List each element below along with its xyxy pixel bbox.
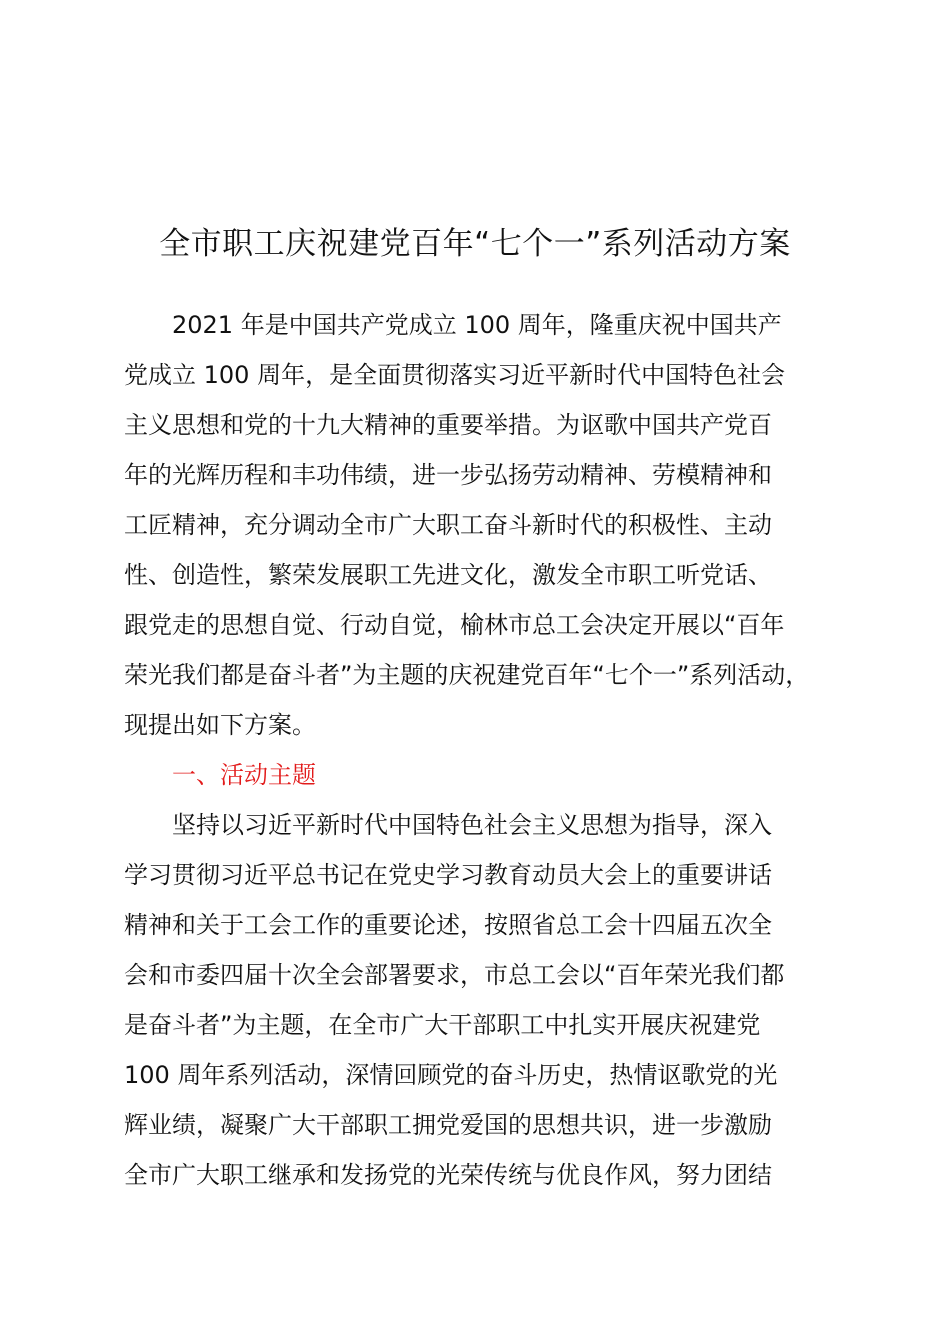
paragraph-1-line-4: 年的光辉历程和丰功伟绩，进一步弘扬劳动精神、劳模精神和 [124,461,772,489]
paragraph-1-line-7: 跟党走的思想自觉、行动自觉，榆林市总工会决定开展以“百年 [124,611,785,639]
paragraph-2-line-6: 100 周年系列活动，深情回顾党的奋斗历史，热情讴歌党的光 [124,1061,778,1089]
document-title: 全市职工庆祝建党百年“七个一”系列活动方案 [159,226,791,262]
paragraph-2-line-3: 精神和关于工会工作的重要论述，按照省总工会十四届五次全 [124,911,772,939]
paragraph-1-line-6: 性、创造性，繁荣发展职工先进文化，激发全市职工听党话、 [124,561,772,589]
paragraph-2-line-8: 全市广大职工继承和发扬党的光荣传统与优良作风，努力团结 [124,1161,772,1189]
paragraph-1-line-3: 主义思想和党的十九大精神的重要举措。为讴歌中国共产党百 [124,411,772,439]
paragraph-1-line-1: 2021 年是中国共产党成立 100 周年，隆重庆祝中国共产 [172,311,782,339]
paragraph-1-line-8: 荣光我们都是奋斗者”为主题的庆祝建党百年“七个一”系列活动， [124,661,810,689]
paragraph-2-line-4: 会和市委四届十次全会部署要求，市总工会以“百年荣光我们都 [124,961,785,989]
paragraph-2-line-1: 坚持以习近平新时代中国特色社会主义思想为指导，深入 [172,811,772,839]
paragraph-2-line-7: 辉业绩，凝聚广大干部职工拥党爱国的思想共识，进一步激励 [124,1111,772,1139]
paragraph-1-line-9: 现提出如下方案。 [124,711,316,739]
paragraph-1-line-2: 党成立 100 周年，是全面贯彻落实习近平新时代中国特色社会 [124,361,786,389]
paragraph-2-line-5: 是奋斗者”为主题，在全市广大干部职工中扎实开展庆祝建党 [124,1011,761,1039]
section-heading-theme: 一、活动主题 [172,761,316,789]
paragraph-1-line-5: 工匠精神，充分调动全市广大职工奋斗新时代的积极性、主动 [124,511,772,539]
document-body [124,300,844,1200]
paragraph-2-line-2: 学习贯彻习近平总书记在党史学习教育动员大会上的重要讲话 [124,861,772,889]
